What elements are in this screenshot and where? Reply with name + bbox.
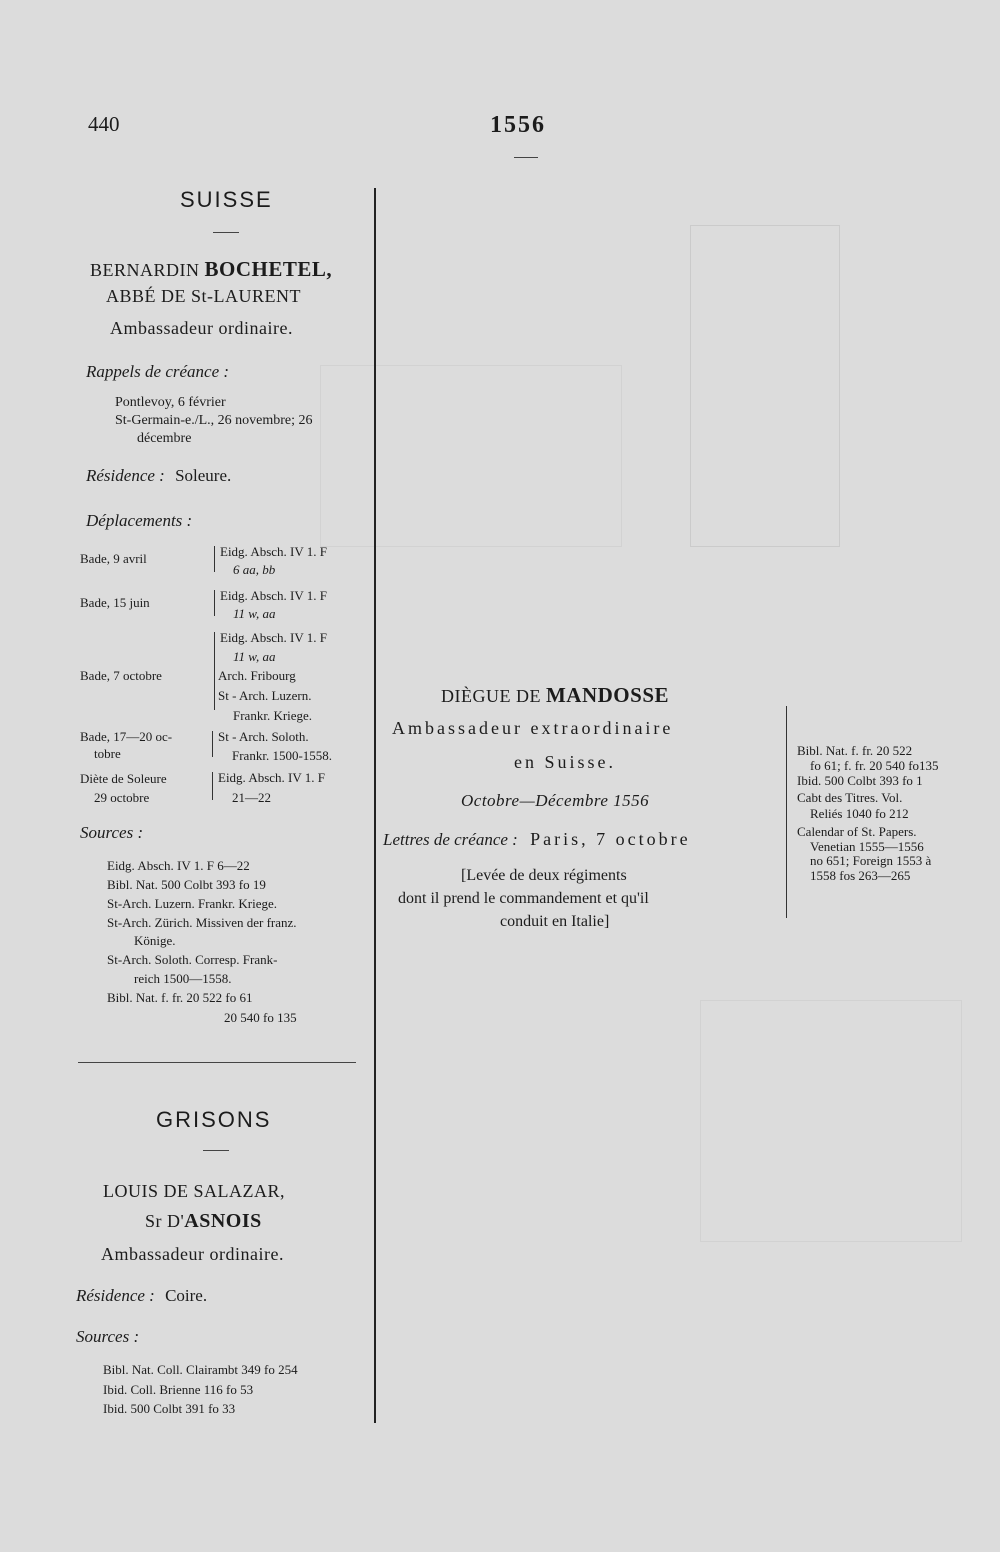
envoy-title xyxy=(145,1210,262,1233)
source-line: Bibl. Nat. Coll. Clairambt 349 fo 254 xyxy=(103,1362,298,1377)
source-line: 20 540 fo 135 xyxy=(224,1010,297,1025)
mission-note: conduit en Italie] xyxy=(500,913,610,930)
deplacement-place: 29 octobre xyxy=(94,790,150,805)
source-line: St-Arch. Zürich. Missiven der franz. xyxy=(107,915,297,930)
mandosse-ref: Bibl. Nat. f. fr. 20 522 xyxy=(797,743,913,758)
deplacement-ref: Eidg. Absch. IV 1. F xyxy=(220,630,328,645)
lettres-row xyxy=(383,829,691,850)
mandosse-ref: Cabt des Titres. Vol. xyxy=(797,790,903,805)
deplacement-ref: Eidg. Absch. IV 1. F xyxy=(220,588,328,603)
mandosse-ref: Venetian 1555—1556 xyxy=(810,839,924,854)
envoy-role: Ambassadeur extraordinaire xyxy=(392,718,674,738)
deplacement-place: Bade, 9 avril xyxy=(80,551,147,566)
envoy-surname: MANDOSSE xyxy=(545,683,670,707)
deplacement-ref: 11 w, aa xyxy=(233,649,276,664)
section-title-suisse: SUISSE xyxy=(180,187,273,212)
residence-row xyxy=(86,466,231,486)
envoy-name-prefix: BERNARDIN xyxy=(90,260,205,280)
deplacement-ref: Eidg. Absch. IV 1. F xyxy=(218,770,326,785)
deplacement-ref: 11 w, aa xyxy=(233,606,276,621)
deplacement-ref: St - Arch. Luzern. xyxy=(218,688,312,703)
source-line: St-Arch. Luzern. Frankr. Kriege. xyxy=(107,896,278,911)
sources-label: Sources : xyxy=(76,1327,140,1346)
bleed-through-mark xyxy=(700,1000,962,1242)
brace xyxy=(212,772,213,800)
envoy-title-prefix: Sr D' xyxy=(145,1211,185,1231)
deplacement-place: Diète de Soleure xyxy=(80,771,167,786)
mission-note: [Levée de deux régiments xyxy=(461,867,627,884)
envoy-surname: ASNOIS xyxy=(184,1210,262,1232)
rappels-label: Rappels de créance : xyxy=(86,362,230,381)
rappels-line: décembre xyxy=(137,431,192,446)
residence-row xyxy=(76,1286,207,1306)
source-line: Bibl. Nat. 500 Colbt 393 fo 19 xyxy=(107,877,266,892)
section-divider xyxy=(78,1062,356,1063)
envoy-name-salazar: LOUIS DE SALAZAR, xyxy=(103,1181,285,1201)
source-line: Eidg. Absch. IV 1. F 6—22 xyxy=(107,858,250,873)
deplacement-place: tobre xyxy=(94,746,121,761)
deplacement-ref: 21—22 xyxy=(232,790,271,805)
brace xyxy=(214,546,215,572)
deplacement-place: Bade, 15 juin xyxy=(80,595,150,610)
lettres-label: Lettres de créance : xyxy=(383,830,518,849)
envoy-role: Ambassadeur ordinaire. xyxy=(101,1244,284,1264)
source-line: Ibid. 500 Colbt 391 fo 33 xyxy=(103,1401,236,1416)
mandosse-ref: Calendar of St. Papers. xyxy=(797,824,917,839)
brace xyxy=(786,706,787,918)
source-line: reich 1500—1558. xyxy=(134,971,232,986)
page-number: 440 xyxy=(88,112,120,136)
envoy-name-prefix: DIÈGUE DE xyxy=(441,686,546,706)
residence-label: Résidence : xyxy=(86,466,165,485)
mandosse-ref: no 651; Foreign 1553 à xyxy=(810,853,932,868)
deplacement-ref: Arch. Fribourg xyxy=(218,668,296,683)
mandosse-ref: Ibid. 500 Colbt 393 fo 1 xyxy=(797,773,923,788)
envoy-role: en Suisse. xyxy=(514,752,616,772)
deplacements-label: Déplacements : xyxy=(86,511,193,530)
deplacement-ref: Frankr. 1500-1558. xyxy=(232,748,333,763)
residence-label: Résidence : xyxy=(76,1286,155,1305)
envoy-name-bochetel xyxy=(90,257,332,282)
brace xyxy=(214,590,215,616)
title-dash xyxy=(203,1150,229,1151)
source-line: Bibl. Nat. f. fr. 20 522 fo 61 xyxy=(107,990,253,1005)
rappels-line: Pontlevoy, 6 février xyxy=(115,395,226,410)
mandosse-ref: 1558 fos 263—265 xyxy=(810,868,911,883)
deplacement-ref: Frankr. Kriege. xyxy=(233,708,313,723)
deplacement-place: Bade, 7 octobre xyxy=(80,668,162,683)
brace xyxy=(214,632,215,710)
deplacement-ref: 6 aa, bb xyxy=(233,562,276,577)
mandosse-ref: Reliés 1040 fo 212 xyxy=(810,806,909,821)
column-divider xyxy=(374,188,376,1423)
source-line: Könige. xyxy=(134,933,176,948)
envoy-title: ABBÉ DE St-LAURENT xyxy=(106,286,301,306)
lettres-value: Paris, 7 octobre xyxy=(530,829,691,849)
section-title-grisons: GRISONS xyxy=(156,1107,272,1132)
header-divider xyxy=(514,157,538,158)
source-line: Ibid. Coll. Brienne 116 fo 53 xyxy=(103,1382,254,1397)
bleed-through-mark xyxy=(320,365,622,547)
bleed-through-mark xyxy=(690,225,840,547)
mandosse-ref: fo 61; f. fr. 20 540 fo135 xyxy=(810,758,939,773)
deplacement-ref: St - Arch. Soloth. xyxy=(218,729,309,744)
brace xyxy=(212,731,213,757)
envoy-role: Ambassadeur ordinaire. xyxy=(110,318,293,338)
mission-note: dont il prend le commandement et qu'il xyxy=(398,890,649,907)
rappels-line: St-Germain-e./L., 26 novembre; 26 xyxy=(115,413,313,428)
page-year-heading: 1556 xyxy=(490,112,546,138)
envoy-name-mandosse xyxy=(441,683,669,708)
residence-value: Coire. xyxy=(165,1286,208,1305)
deplacement-ref: Eidg. Absch. IV 1. F xyxy=(220,544,328,559)
title-dash xyxy=(213,232,239,233)
deplacement-place: Bade, 17—20 oc- xyxy=(80,729,173,744)
sources-label: Sources : xyxy=(80,823,144,842)
residence-value: Soleure. xyxy=(175,466,232,485)
envoy-surname: BOCHETEL, xyxy=(204,257,333,281)
source-line: St-Arch. Soloth. Corresp. Frank- xyxy=(107,952,278,967)
mission-period: Octobre—Décembre 1556 xyxy=(461,791,650,810)
